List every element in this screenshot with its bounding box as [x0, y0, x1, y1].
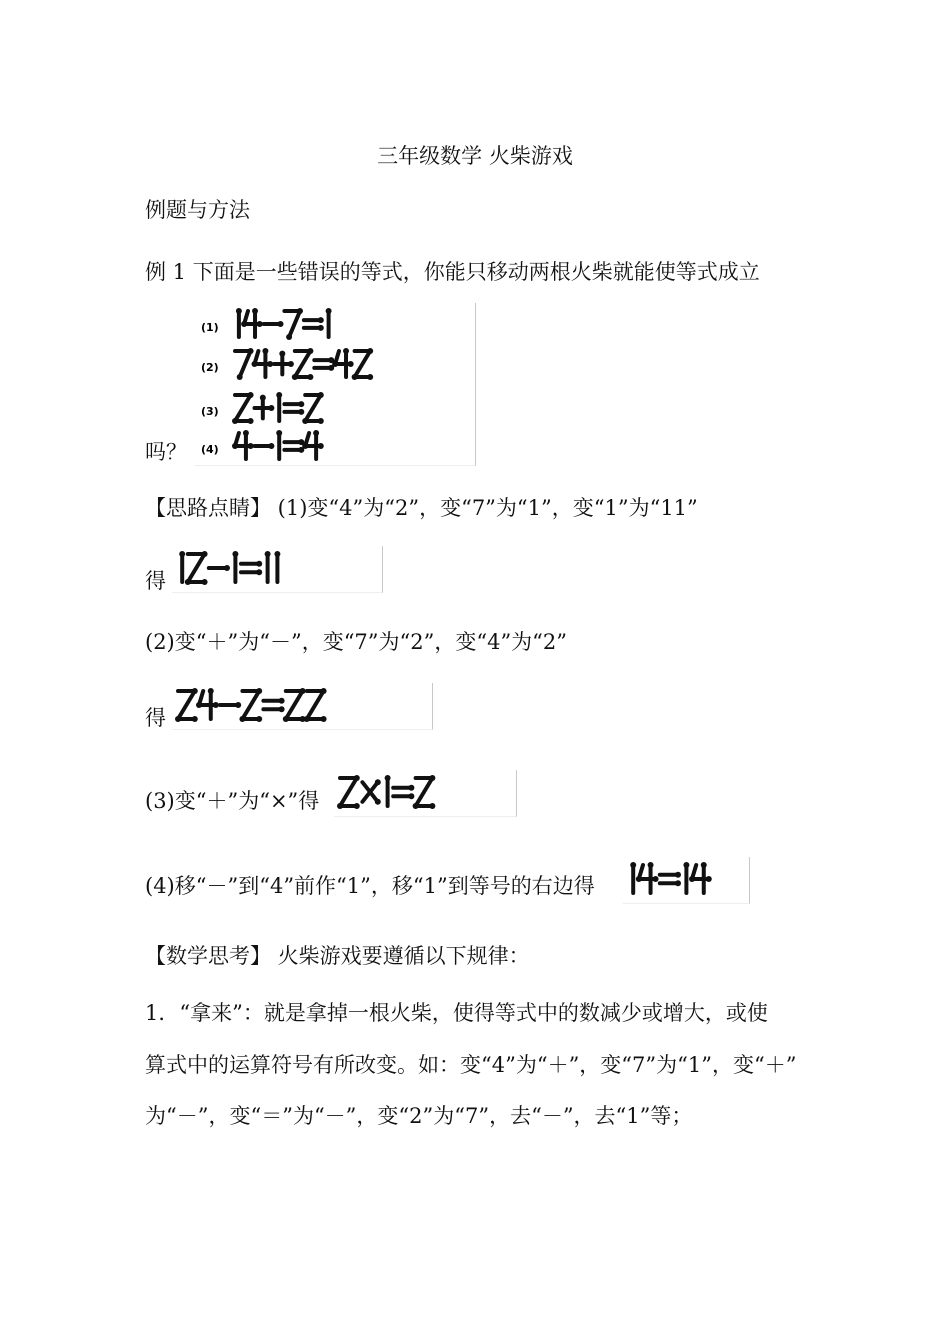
matchstick-head: [262, 348, 268, 354]
matchstick-head: [274, 551, 280, 557]
matchstick: [289, 311, 300, 337]
matchstick-head: [279, 351, 285, 357]
matchstick-head: [288, 361, 294, 367]
matchstick-head: [298, 401, 304, 407]
matchstick-head: [675, 872, 681, 878]
matchstick-head: [256, 569, 262, 575]
matchstick-equation: [337, 775, 435, 809]
matchstick-head: [326, 308, 332, 314]
matchstick: [240, 351, 251, 377]
matchstick-head: [318, 418, 324, 424]
example1-figure: [195, 303, 476, 466]
matchstick-head: [630, 862, 636, 868]
matchstick-head: [252, 308, 258, 314]
matchstick-head: [213, 702, 219, 708]
result2-figure: [172, 683, 433, 730]
matchstick-head: [307, 374, 313, 380]
matchstick-equation: [630, 862, 712, 893]
matchstick-head: [276, 392, 282, 398]
matchstick-head: [237, 374, 243, 380]
matchstick-head: [279, 706, 285, 712]
matchstick-head: [375, 799, 381, 805]
thinking-heading: 【数学思考】 火柴游戏要遵循以下规律：: [145, 944, 530, 968]
matchstick-equation: [179, 551, 280, 585]
matchstick-head: [268, 405, 274, 411]
matchstick: [295, 351, 311, 377]
equation-label: (3): [201, 405, 219, 418]
matchstick-head: [260, 395, 266, 401]
matchstick-head: [235, 702, 241, 708]
eq-row-3: [201, 392, 324, 424]
matchstick: [340, 778, 357, 806]
rule1-line-1: 1．“拿来”：就是拿掉一根火柴，使得等式中的数减少或增大，或使: [145, 1001, 768, 1025]
matchstick-head: [286, 334, 292, 340]
matchstick-head: [192, 716, 198, 722]
matchstick-head: [313, 430, 319, 436]
hint-line-2: (2)变“＋”为“－”，变“7”为“2”，变“4”为“2”: [145, 630, 568, 654]
matchstick: [286, 691, 303, 719]
equation-label: (2): [201, 361, 219, 374]
rule1-line-2: 算式中的运算符号有所改变。如：变“4”为“＋”，变“7”为“1”，变“＋”: [145, 1053, 797, 1077]
matchstick-head: [276, 430, 282, 436]
equation-label: (1): [201, 321, 219, 334]
matchstick-head: [243, 430, 249, 436]
matchstick-head: [321, 716, 327, 722]
matchstick-head: [224, 565, 230, 571]
matchstick-head: [429, 803, 435, 809]
matchstick: [416, 778, 433, 806]
matchstick: [305, 395, 321, 421]
matchstick-head: [318, 325, 324, 331]
section-heading: 例题与方法: [145, 198, 250, 222]
matchstick-head: [179, 551, 185, 557]
matchstick-head: [408, 785, 414, 791]
matchstick-head: [348, 361, 354, 367]
matchstick: [188, 554, 205, 582]
matchstick-head: [202, 579, 208, 585]
matchstick-head: [385, 775, 391, 781]
result3-figure: [334, 770, 517, 817]
hint-line-4: (4)移“－”到“4”前作“1”，移“1”到等号的右边得: [145, 874, 595, 898]
hint-line-1: 【思路点睛】 (1)变“4”为“2”，变“7”为“1”，变“1”为“11”: [145, 496, 698, 520]
matchstick-head: [375, 779, 381, 785]
matchstick-head: [318, 317, 324, 323]
matchstick-head: [208, 688, 214, 694]
matchstick-head: [367, 374, 373, 380]
matchstick: [235, 395, 251, 421]
matchstick-head: [408, 793, 414, 799]
matchstick-head: [318, 443, 324, 449]
matchstick-head: [343, 348, 349, 354]
matchstick-head: [279, 698, 285, 704]
matchstick-head: [683, 862, 689, 868]
eq-row-2: [201, 348, 373, 380]
result-prefix-1: 得: [145, 569, 166, 593]
matchstick-head: [278, 321, 284, 327]
matchstick-head: [236, 308, 242, 314]
matchstick-head: [298, 409, 304, 415]
example1-prompt: 例 1 下面是一些错误的等式，你能只移动两根火柴就能使等式成立: [145, 260, 760, 284]
matchstick-head: [706, 876, 712, 882]
matchstick-head: [256, 716, 262, 722]
rule1-line-3: 为“－”，变“＝”为“－”，变“2”为“7”，去“－”，去“1”等；: [145, 1104, 693, 1128]
matchstick-equation: [175, 688, 327, 722]
matchstick-head: [256, 561, 262, 567]
matchstick-head: [248, 418, 254, 424]
eq-row-1: [201, 308, 332, 340]
matchstick: [178, 691, 195, 719]
result-prefix-2: 得: [145, 706, 166, 730]
equation-label: (4): [201, 443, 219, 456]
example1-prompt-tail: 吗？: [145, 440, 187, 464]
matchstick-head: [675, 880, 681, 886]
matchstick-head: [648, 862, 654, 868]
matchstick-head: [232, 551, 238, 557]
page-title: 三年级数学 火柴游戏: [377, 144, 573, 168]
matchstick: [355, 351, 371, 377]
matchstick: [307, 691, 324, 719]
hint-line-3: (3)变“＋”为“×”得: [145, 789, 320, 813]
matchstick-head: [354, 803, 360, 809]
matchstick: [242, 691, 259, 719]
result4-figure: [623, 857, 750, 904]
matchstick-head: [701, 862, 707, 868]
matchstick-head: [265, 551, 271, 557]
matchstick-head: [653, 876, 659, 882]
matchstick-head: [268, 443, 274, 449]
eq-row-4: [201, 430, 324, 459]
result1-figure: [172, 546, 383, 593]
